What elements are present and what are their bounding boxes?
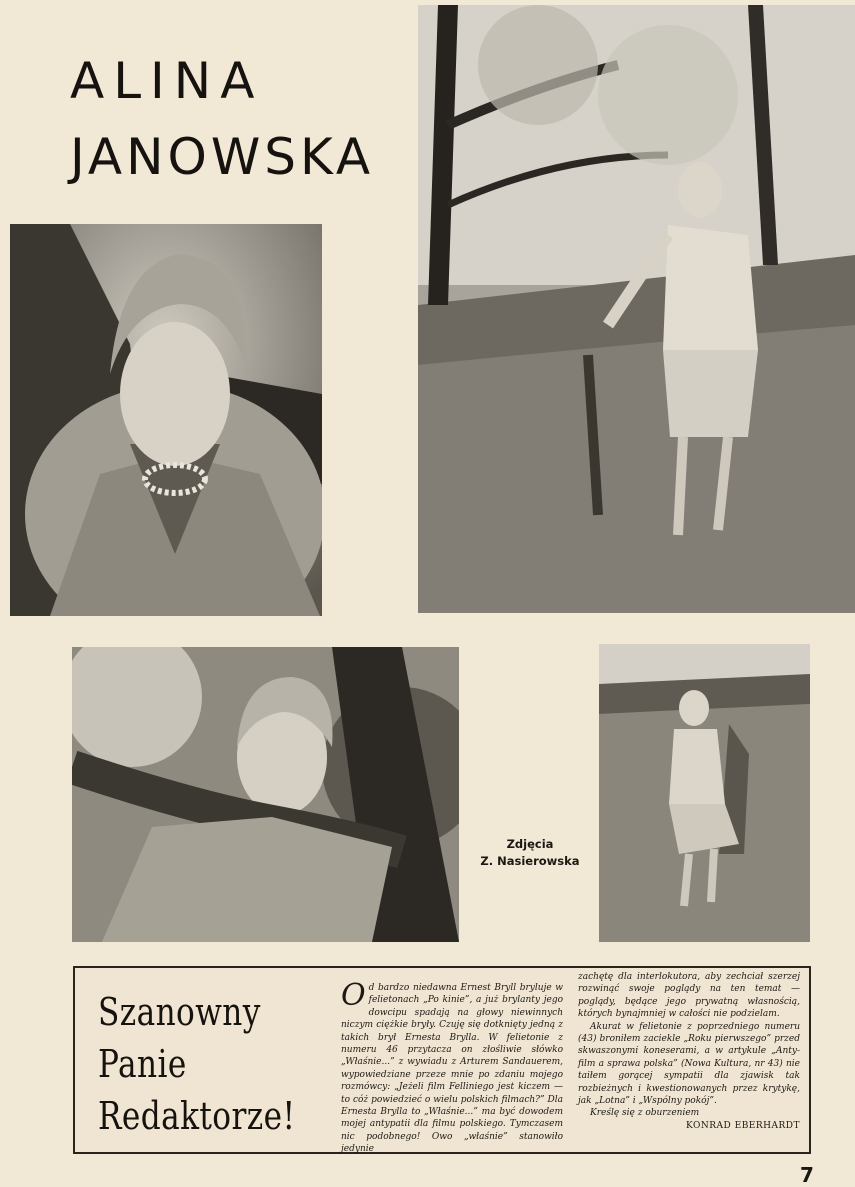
letter-dropcap: O (341, 978, 366, 1013)
letter-signature: KONRAD EBERHARDT (686, 1120, 800, 1131)
seated-in-park-photo (599, 644, 810, 942)
letter-headline-line: Panie (98, 1042, 187, 1086)
letter-paragraph: Akurat w felietonie z poprzedniego numeru (43) broniłem zaciekle „Roku pierwszego” przed skwaszonymi koneserami, a w artykule „Anty-film a sprawa polska” (Nowa Kultura, nr 43) nie taiłem gorącej sympatii dla zjawisk tak rozbieżnych i kwestionowanych przez krytykę, jak „Lotna” i „Wspólny pokój”. (578, 1021, 800, 1107)
page-number: 7 (800, 1163, 814, 1187)
page-title-last-name: JANOWSKA (70, 128, 375, 186)
seated-in-park-photo-image (599, 644, 810, 942)
photo-credit (470, 836, 590, 870)
photo-credit-photographer: Z. Nasierowska (480, 854, 580, 868)
tree-branch-portrait-photo (72, 647, 459, 942)
portrait-photo (10, 224, 322, 616)
letter-headline-line: Szanowny (98, 990, 261, 1034)
letter-paragraph: zachętę dla interlokutora, aby zechciał szerzej rozwinąć swoje poglądy na ten temat — poglądy, będące jego prywatną własnością, których bynajmniej w całości nie podzielam. (578, 972, 800, 1020)
letter-headline (98, 986, 296, 1142)
letter-sign-off: Kreślę się z oburzeniem (590, 1108, 700, 1119)
tree-branch-portrait-photo-image (72, 647, 459, 942)
letter-column-1 (341, 978, 563, 1156)
letter-paragraph (341, 978, 563, 1156)
walking-in-park-photo (418, 5, 855, 613)
photo-credit-label: Zdjęcia (506, 837, 554, 851)
walking-in-park-photo-image (418, 5, 855, 613)
letter-column-2 (578, 971, 800, 1132)
letter-paragraph-text: d bardzo niedawna Ernest Bryll bryluje w felietonach „Po kinie”, a już brylanty jego dowcipu spadają na głowy niewinnych niczym ciężkie bryły. Czuję się dotknięty jedną z takich brył Ernesta Brylla. W felietonie z numeru 46 przytacza on złośliwie słówko „Właśnie...” z wywiadu z Arturem Sandauerem, wypowiedziane przeze mnie po zdaniu mojego rozmówcy: „Jeżeli film Felliniego jest kiczem — to cóż powiedzieć o wielu polskich filmach?” Dla Ernesta Brylla to „Właśnie...” ma być dowodem mojej antypatii dla filmu polskiego. Tymczasem nic podobnego! Owo „właśnie” stanowiło jedynie (341, 983, 563, 1155)
portrait-photo-image (10, 224, 322, 616)
letter-headline-line: Redaktorze! (98, 1094, 296, 1138)
page-title-first-name: ALINA (70, 52, 264, 110)
